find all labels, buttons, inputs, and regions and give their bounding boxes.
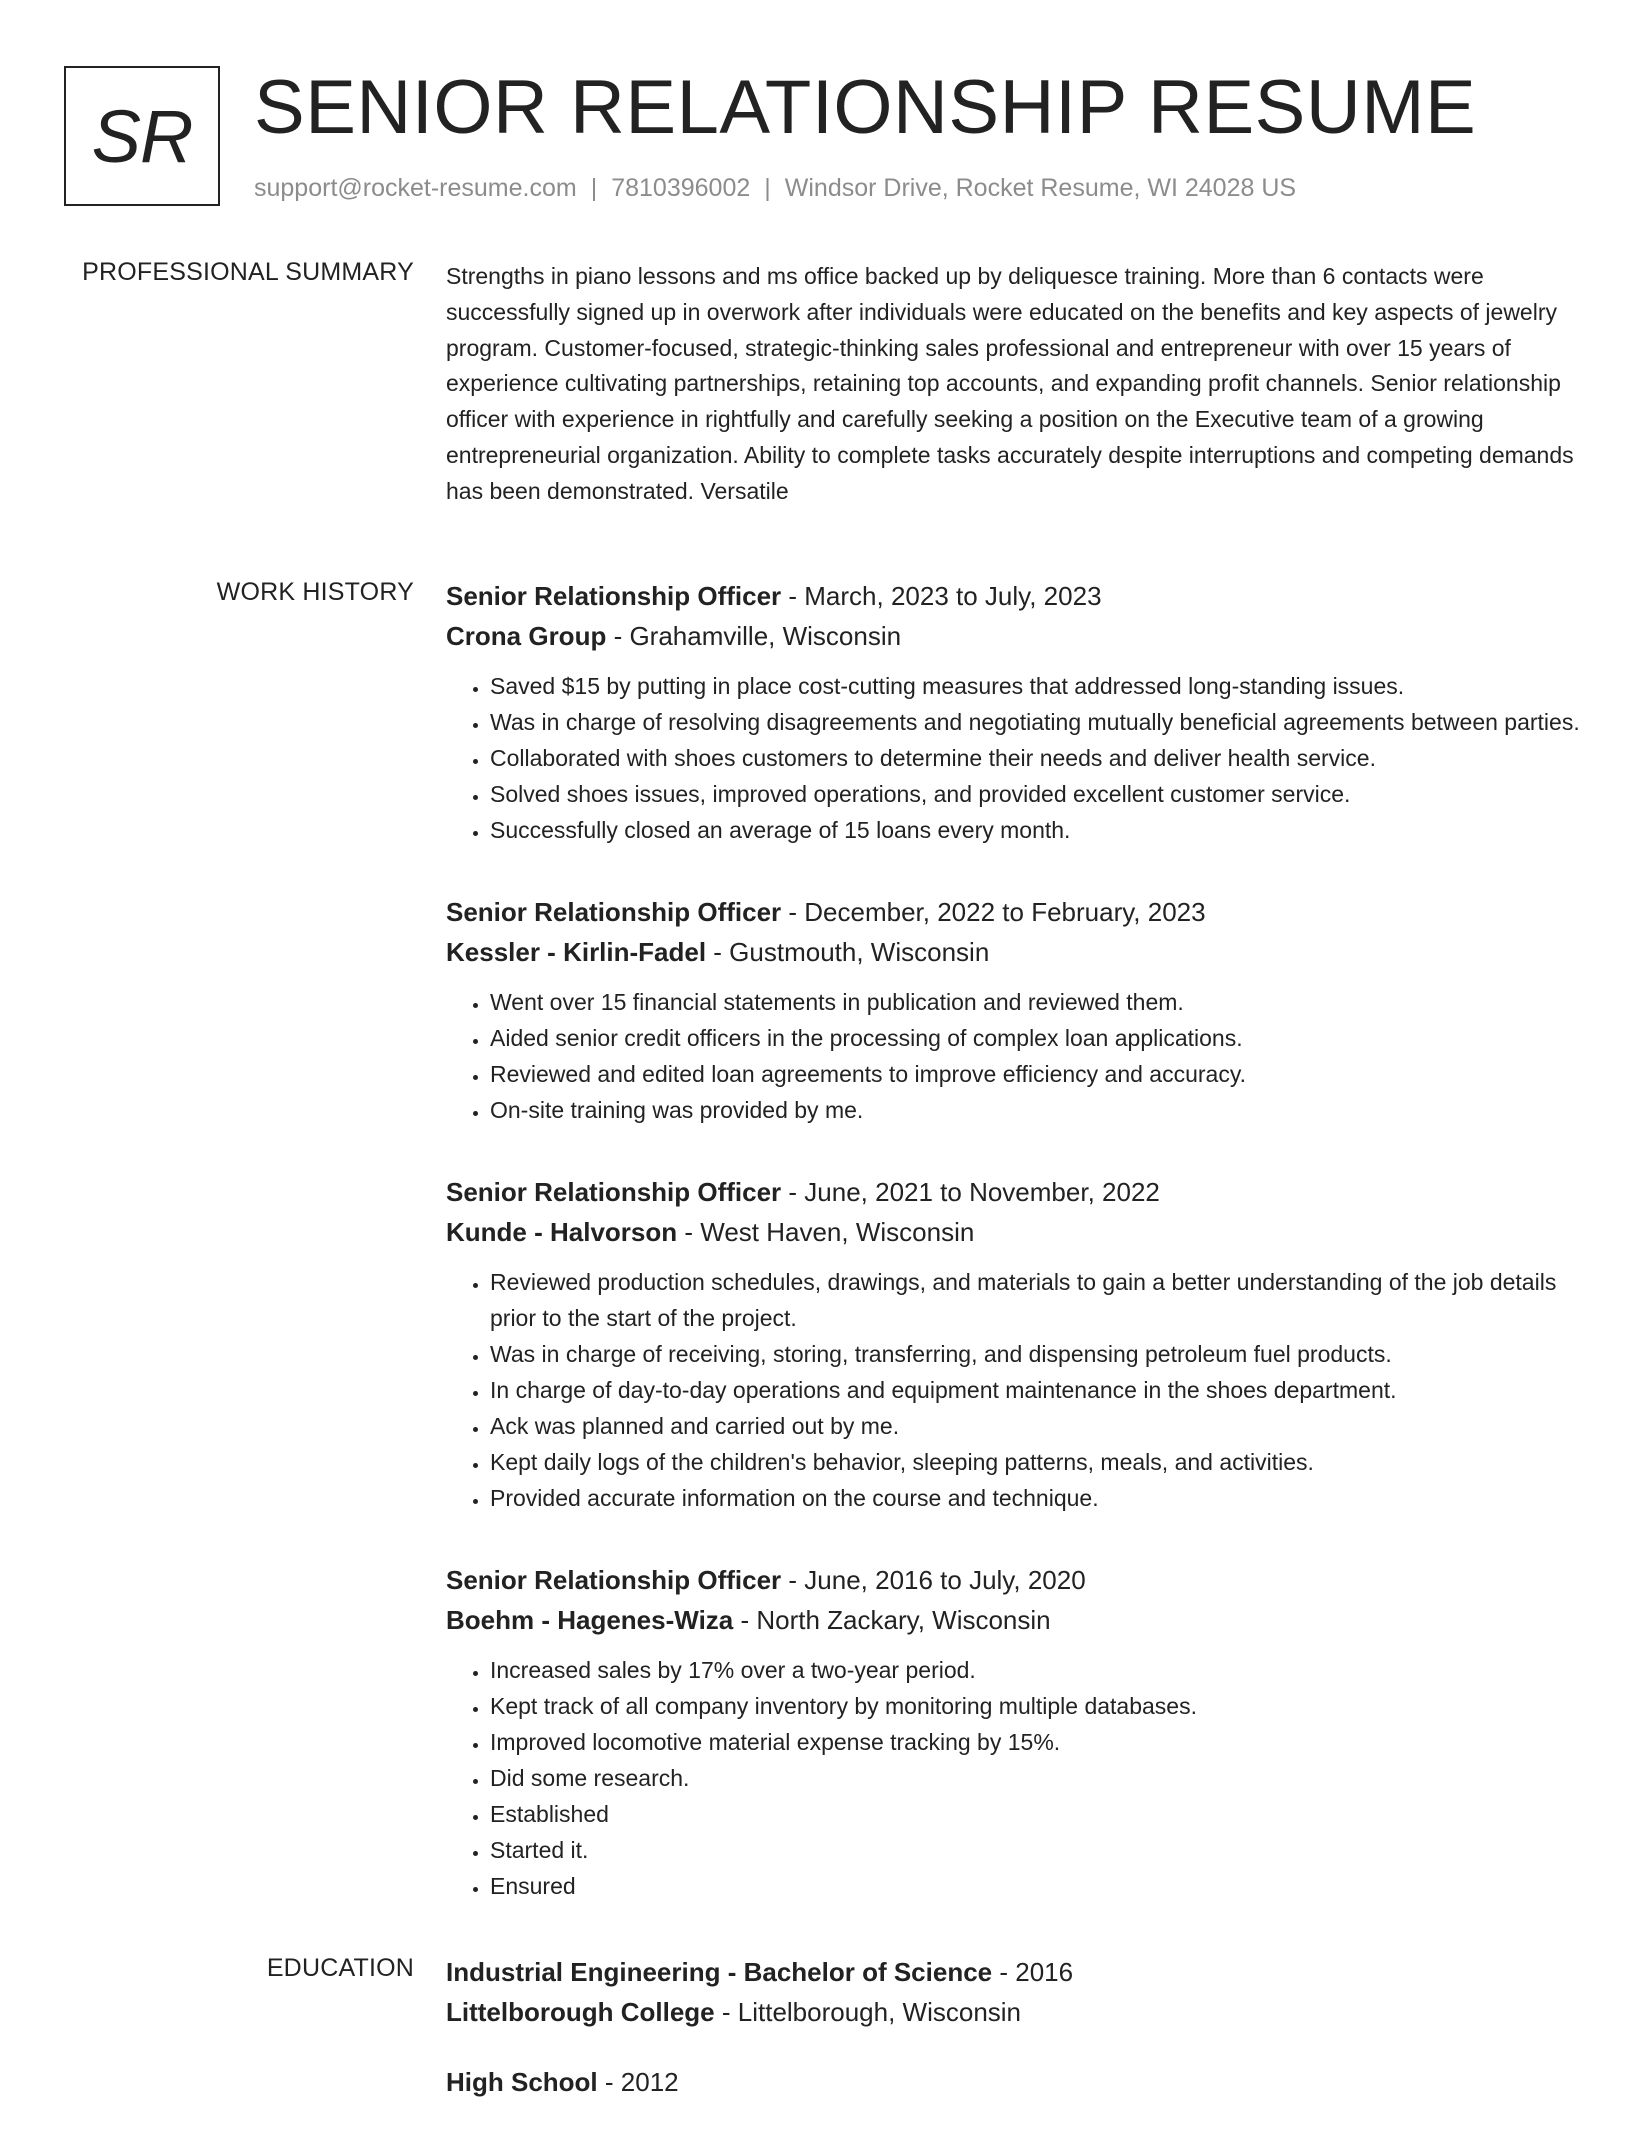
job-company: Kunde - Halvorson bbox=[446, 1217, 678, 1247]
education-year: - 2012 bbox=[597, 2067, 679, 2097]
duty-item: • Reviewed and edited loan agreements to improve efficiency and accuracy. bbox=[490, 1056, 1582, 1092]
job-location: - North Zackary, Wisconsin bbox=[733, 1605, 1051, 1635]
job-title-line bbox=[446, 576, 1582, 616]
job-title: Senior Relationship Officer bbox=[446, 1177, 782, 1207]
duty-item: • Ensured bbox=[490, 1868, 1582, 1904]
education-year: - 2016 bbox=[992, 1957, 1074, 1987]
contact-separator: | bbox=[590, 174, 598, 202]
resume-header bbox=[64, 64, 1584, 214]
job-title: Senior Relationship Officer bbox=[446, 1565, 782, 1595]
job-dates: - December, 2022 to February, 2023 bbox=[781, 897, 1206, 927]
duty-item: • Started it. bbox=[490, 1832, 1582, 1868]
job-title-line bbox=[446, 892, 1582, 932]
job-dates: - March, 2023 to July, 2023 bbox=[781, 581, 1102, 611]
education-label: EDUCATION bbox=[266, 1954, 414, 1982]
work-history-list bbox=[446, 576, 1582, 1948]
job-dates: - June, 2021 to November, 2022 bbox=[781, 1177, 1160, 1207]
duty-item: • In charge of day-to-day operations and equipment maintenance in the shoes department. bbox=[490, 1372, 1582, 1408]
contact-separator: | bbox=[764, 174, 771, 202]
resume-title: SENIOR RELATIONSHIP RESUME bbox=[254, 65, 1477, 150]
education-list bbox=[446, 1952, 1582, 2132]
summary-text: Strengths in piano lessons and ms office backed up by deliquesce training. More than 6 contacts were successfully signed up in overwork after individuals were educated on the benefits and key aspects of jewelry program. Customer-focused, strategic-thinking sales professional and entrepreneur with over 15 years of experience cultivating partnerships, retaining top accounts, and expanding profit channels. Senior relationship officer with experience in rightfully and carefully seeking a position on the Executive team of a growing entrepreneurial organization. Ability to complete tasks accurately despite interruptions and competing demands has been demonstrated. Versatile bbox=[446, 263, 1574, 504]
job-entry bbox=[446, 1560, 1582, 1904]
education-degree: Industrial Engineering - Bachelor of Science bbox=[446, 1957, 993, 1987]
summary-label: PROFESSIONAL SUMMARY bbox=[82, 258, 414, 286]
job-company-line bbox=[446, 1600, 1582, 1640]
duty-item: • Improved locomotive material expense tracking by 15%. bbox=[490, 1724, 1582, 1760]
monogram-badge: SR bbox=[64, 66, 220, 206]
job-location: - Gustmouth, Wisconsin bbox=[706, 937, 990, 967]
job-title: Senior Relationship Officer bbox=[446, 897, 782, 927]
education-degree-line bbox=[446, 2062, 1582, 2102]
job-entry bbox=[446, 892, 1582, 1128]
contact-address: Windsor Drive, Rocket Resume, WI 24028 US bbox=[784, 174, 1297, 202]
education-school: Littelborough College bbox=[446, 1997, 715, 2027]
job-company-line bbox=[446, 616, 1582, 656]
job-company-line bbox=[446, 932, 1582, 972]
job-duties bbox=[446, 1264, 1582, 1516]
duty-item: • Saved $15 by putting in place cost-cutting measures that addressed long-standing issues. bbox=[490, 668, 1582, 704]
job-duties bbox=[446, 1652, 1582, 1904]
work-history-label: WORK HISTORY bbox=[216, 578, 414, 606]
duty-item: • Kept track of all company inventory by monitoring multiple databases. bbox=[490, 1688, 1582, 1724]
job-company: Crona Group bbox=[446, 621, 607, 651]
duty-item: • Aided senior credit officers in the processing of complex loan applications. bbox=[490, 1020, 1582, 1056]
duty-item: • Established bbox=[490, 1796, 1582, 1832]
duty-item: • Increased sales by 17% over a two-year period. bbox=[490, 1652, 1582, 1688]
job-duties bbox=[446, 668, 1582, 848]
job-company-line bbox=[446, 1212, 1582, 1252]
duty-item: • Successfully closed an average of 15 loans every month. bbox=[490, 812, 1582, 848]
duty-item: • Kept daily logs of the children's behavior, sleeping patterns, meals, and activities. bbox=[490, 1444, 1582, 1480]
job-title-line bbox=[446, 1172, 1582, 1212]
education-entry bbox=[446, 1952, 1582, 2032]
contact-phone: 7810396002 bbox=[611, 174, 751, 202]
duty-item: • Ack was planned and carried out by me. bbox=[490, 1408, 1582, 1444]
contact-line bbox=[254, 174, 1296, 203]
duty-item: • Was in charge of receiving, storing, transferring, and dispensing petroleum fuel products. bbox=[490, 1336, 1582, 1372]
job-title-line bbox=[446, 1560, 1582, 1600]
duty-item: • Reviewed production schedules, drawings, and materials to gain a better understanding of the job details prior to the start of the project. bbox=[490, 1264, 1582, 1336]
education-degree-line bbox=[446, 1952, 1582, 1992]
duty-item: • Collaborated with shoes customers to determine their needs and deliver health service. bbox=[490, 740, 1582, 776]
contact-email: support@rocket-resume.com bbox=[254, 174, 577, 202]
education-school-line bbox=[446, 1992, 1582, 2032]
duty-item: • Went over 15 financial statements in publication and reviewed them. bbox=[490, 984, 1582, 1020]
education-degree: High School bbox=[446, 2067, 598, 2097]
education-location: - Littelborough, Wisconsin bbox=[714, 1997, 1022, 2027]
job-entry bbox=[446, 1172, 1582, 1516]
job-title: Senior Relationship Officer bbox=[446, 581, 782, 611]
duty-item: • Did some research. bbox=[490, 1760, 1582, 1796]
education-entry bbox=[446, 2062, 1582, 2102]
duty-item: • Solved shoes issues, improved operations, and provided excellent customer service. bbox=[490, 776, 1582, 812]
duty-item: • Was in charge of resolving disagreements and negotiating mutually beneficial agreements between parties. bbox=[490, 704, 1582, 740]
job-dates: - June, 2016 to July, 2020 bbox=[781, 1565, 1086, 1595]
job-company: Kessler - Kirlin-Fadel bbox=[446, 937, 707, 967]
job-entry bbox=[446, 576, 1582, 848]
duty-item: • Provided accurate information on the course and technique. bbox=[490, 1480, 1582, 1516]
job-location: - West Haven, Wisconsin bbox=[677, 1217, 975, 1247]
job-company: Boehm - Hagenes-Wiza bbox=[446, 1605, 734, 1635]
job-location: - Grahamville, Wisconsin bbox=[606, 621, 902, 651]
job-duties bbox=[446, 984, 1582, 1128]
duty-item: • On-site training was provided by me. bbox=[490, 1092, 1582, 1128]
